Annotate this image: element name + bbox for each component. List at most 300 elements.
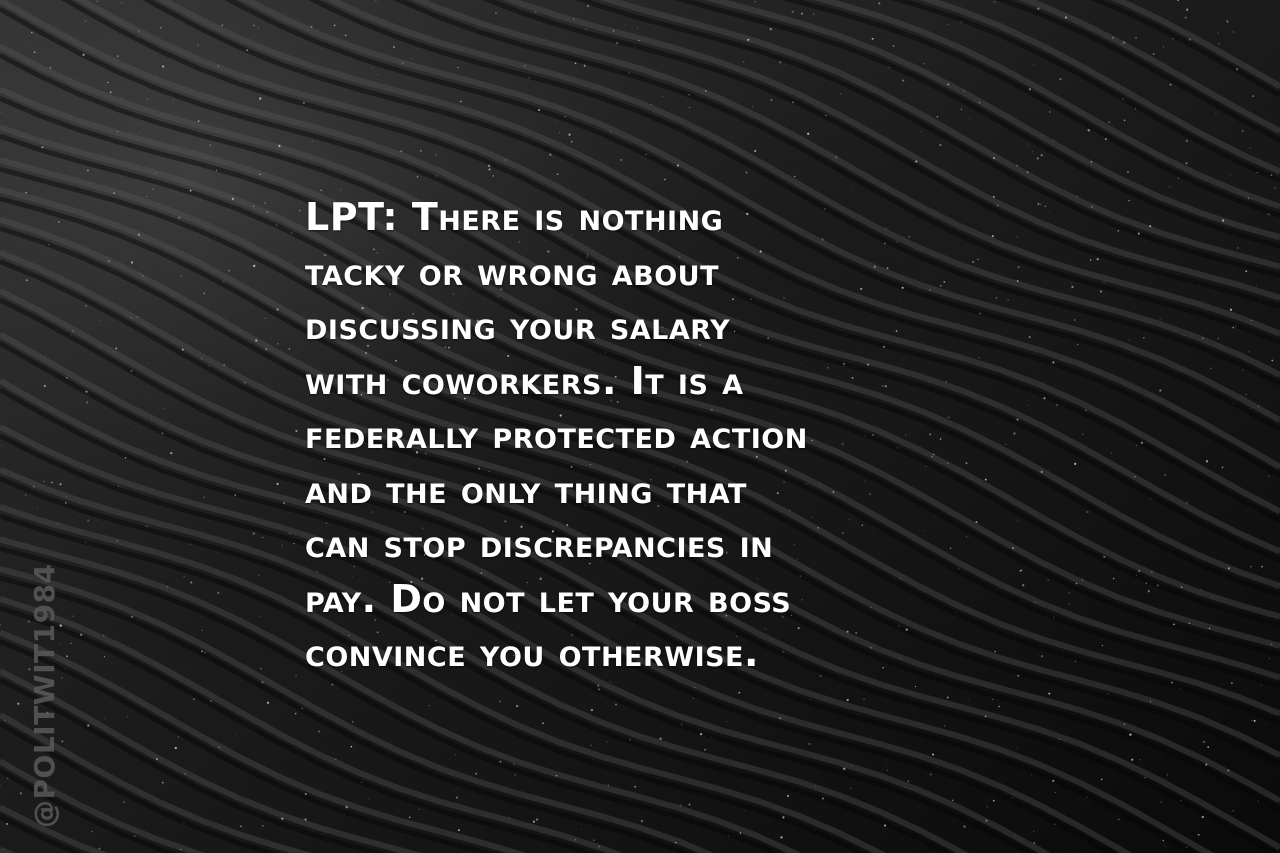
sand-grain: [598, 688, 600, 690]
sand-grain: [1167, 774, 1168, 775]
sand-grain: [1260, 299, 1261, 300]
sand-grain: [246, 49, 248, 51]
sand-grain: [229, 186, 230, 187]
sand-grain: [318, 730, 320, 732]
sand-grain: [162, 432, 164, 434]
sand-grain: [1248, 351, 1250, 353]
sand-grain: [344, 814, 345, 815]
sand-grain: [299, 210, 300, 211]
sand-grain: [162, 782, 164, 784]
sand-grain: [808, 743, 810, 745]
sand-grain: [1254, 720, 1256, 722]
sand-grain: [1274, 187, 1276, 189]
sand-grain: [242, 485, 243, 486]
sand-grain: [1082, 433, 1084, 435]
sand-grain: [961, 22, 962, 23]
sand-grain: [180, 275, 181, 276]
sand-grain: [1218, 43, 1220, 45]
sand-grain: [290, 232, 292, 234]
sand-grain: [522, 147, 523, 148]
sand-grain: [1108, 121, 1110, 123]
sand-grain: [184, 773, 185, 774]
sand-grain: [1257, 172, 1258, 173]
sand-grain: [937, 116, 938, 117]
sand-grain: [92, 831, 93, 832]
sand-grain: [915, 686, 916, 687]
sand-grain: [1102, 645, 1103, 646]
sand-grain: [1034, 373, 1035, 374]
sand-grain: [258, 27, 259, 28]
sand-grain: [1268, 476, 1270, 478]
sand-grain: [679, 804, 681, 806]
sand-grain: [34, 51, 36, 53]
sand-grain: [1091, 458, 1092, 459]
sand-grain: [265, 318, 266, 319]
sand-grain: [536, 818, 538, 820]
sand-grain: [1131, 759, 1133, 761]
sand-grain: [1189, 623, 1191, 625]
sand-grain: [1202, 816, 1204, 818]
sand-grain: [1124, 724, 1125, 725]
sand-grain: [146, 196, 147, 197]
sand-grain: [409, 817, 411, 819]
sand-grain: [1209, 628, 1211, 630]
sand-grain: [78, 515, 79, 516]
sand-grain: [475, 773, 477, 775]
sand-grain: [1049, 211, 1050, 212]
sand-grain: [1097, 258, 1099, 260]
sand-grain: [276, 224, 277, 225]
sand-grain: [25, 192, 26, 193]
sand-grain: [352, 721, 354, 723]
sand-grain: [131, 616, 133, 618]
sand-grain: [1249, 147, 1250, 148]
sand-grain: [1138, 570, 1140, 572]
sand-grain: [533, 821, 535, 823]
sand-grain: [151, 417, 152, 418]
sand-grain: [591, 709, 593, 711]
sand-grain: [1105, 138, 1107, 140]
sand-grain: [1017, 419, 1019, 421]
sand-grain: [1251, 320, 1253, 322]
sand-grain: [289, 533, 290, 534]
sand-grain: [71, 335, 72, 336]
sand-grain: [210, 700, 212, 702]
sand-grain: [66, 496, 67, 497]
sand-grain: [915, 160, 917, 162]
sand-grain: [1037, 157, 1039, 159]
sand-grain: [420, 150, 421, 151]
sand-grain: [744, 811, 745, 812]
sand-grain: [253, 206, 254, 207]
sand-grain: [575, 62, 577, 64]
sand-grain: [1143, 337, 1144, 338]
sand-grain: [704, 749, 706, 751]
sand-grain: [1037, 7, 1039, 9]
sand-grain: [86, 401, 88, 403]
sand-grain: [134, 427, 135, 428]
sand-grain: [1230, 309, 1232, 311]
sand-grain: [993, 1, 995, 3]
sand-grain: [201, 651, 203, 653]
sand-grain: [1041, 655, 1043, 657]
sand-grain: [779, 717, 781, 719]
sand-grain: [634, 47, 635, 48]
sand-grain: [1016, 165, 1018, 167]
sand-grain: [173, 99, 174, 100]
sand-grain: [178, 217, 180, 219]
quote-line: can stop discrepancies in: [305, 522, 774, 566]
sand-grain: [688, 94, 690, 96]
sand-grain: [1082, 579, 1084, 581]
sand-grain: [645, 154, 646, 155]
sand-grain: [125, 457, 126, 458]
sand-grain: [99, 848, 101, 850]
sand-grain: [1250, 566, 1251, 567]
sand-grain: [921, 131, 922, 132]
sand-grain: [1135, 108, 1136, 109]
sand-grain: [138, 30, 140, 32]
sand-grain: [289, 348, 290, 349]
sand-grain: [302, 708, 303, 709]
sand-grain: [137, 316, 138, 317]
sand-grain: [277, 343, 279, 345]
sand-grain: [1271, 174, 1273, 176]
sand-grain: [1111, 453, 1112, 454]
sand-grain: [1118, 819, 1120, 821]
sand-grain: [1212, 695, 1213, 696]
sand-grain: [160, 44, 161, 45]
sand-grain: [265, 348, 267, 350]
sand-grain: [815, 786, 816, 787]
sand-grain: [593, 840, 594, 841]
sand-grain: [947, 84, 949, 86]
sand-grain: [1218, 32, 1219, 33]
sand-grain: [184, 822, 185, 823]
sand-grain: [203, 496, 205, 498]
sand-grain: [138, 234, 140, 236]
sand-grain: [266, 211, 268, 213]
sand-grain: [1258, 800, 1260, 802]
sand-grain: [807, 133, 809, 135]
sand-grain: [1186, 140, 1188, 142]
quote-line: LPT: There is nothing: [305, 195, 724, 239]
sand-grain: [230, 554, 231, 555]
sand-grain: [1185, 162, 1187, 164]
sand-grain: [1220, 61, 1221, 62]
sand-grain: [65, 668, 66, 669]
sand-grain: [411, 58, 412, 59]
sand-grain: [1065, 311, 1066, 312]
sand-grain: [104, 656, 105, 657]
sand-grain: [597, 685, 599, 687]
sand-grain: [968, 700, 969, 701]
sand-grain: [1038, 203, 1040, 205]
sand-grain: [845, 87, 846, 88]
sand-grain: [1186, 9, 1188, 11]
sand-grain: [1191, 3, 1192, 4]
sand-grain: [610, 131, 611, 132]
sand-grain: [963, 825, 965, 827]
sand-grain: [145, 146, 146, 147]
sand-grain: [1165, 845, 1166, 846]
sand-grain: [123, 801, 125, 803]
sand-grain: [1059, 78, 1061, 80]
sand-grain: [148, 363, 149, 364]
sand-grain: [116, 540, 117, 541]
sand-grain: [334, 25, 336, 27]
sand-grain: [1127, 171, 1129, 173]
sand-grain: [1054, 140, 1055, 141]
sand-grain: [792, 102, 793, 103]
sand-grain: [1077, 344, 1078, 345]
sand-grain: [1231, 682, 1233, 684]
sand-grain: [372, 67, 373, 68]
sand-grain: [51, 482, 53, 484]
sand-grain: [20, 792, 22, 794]
sand-grain: [1029, 336, 1031, 338]
sand-grain: [283, 502, 285, 504]
sand-grain: [99, 320, 100, 321]
sand-grain: [18, 477, 19, 478]
sand-grain: [311, 26, 313, 28]
sand-grain: [107, 82, 108, 83]
sand-grain: [190, 544, 191, 545]
sand-grain: [1044, 380, 1045, 381]
sand-grain: [1245, 270, 1247, 272]
sand-grain: [933, 748, 934, 749]
sand-grain: [499, 761, 501, 763]
sand-grain: [377, 74, 378, 75]
sand-grain: [45, 356, 46, 357]
sand-grain: [17, 703, 19, 705]
sand-grain: [4, 720, 5, 721]
sand-grain: [1151, 571, 1153, 573]
sand-grain: [1203, 741, 1205, 743]
sand-grain: [1033, 831, 1034, 832]
sand-grain: [345, 34, 347, 36]
sand-grain: [121, 2, 122, 3]
sand-grain: [258, 575, 259, 576]
sand-grain: [1054, 824, 1055, 825]
sand-grain: [1052, 361, 1054, 363]
sand-grain: [836, 180, 837, 181]
sand-grain: [1144, 777, 1145, 778]
sand-grain: [7, 778, 8, 779]
sand-grain: [651, 104, 652, 105]
sand-grain: [1233, 404, 1234, 405]
sand-grain: [947, 697, 949, 699]
sand-grain: [58, 523, 59, 524]
sand-grain: [117, 55, 119, 57]
sand-grain: [14, 581, 15, 582]
sand-grain: [361, 782, 362, 783]
sand-grain: [888, 67, 890, 69]
sand-grain: [516, 705, 518, 707]
sand-grain: [1164, 474, 1166, 476]
sand-grain: [1202, 337, 1204, 339]
sand-grain: [178, 736, 179, 737]
quote-line: federally protected action: [305, 413, 808, 457]
sand-grain: [731, 137, 732, 138]
sand-grain: [1068, 603, 1070, 605]
sand-grain: [456, 796, 458, 798]
sand-grain: [335, 759, 336, 760]
sand-grain: [113, 351, 114, 352]
sand-grain: [738, 692, 740, 694]
sand-grain: [253, 25, 254, 26]
sand-grain: [813, 13, 815, 15]
sand-grain: [755, 1, 756, 2]
sand-grain: [235, 734, 236, 735]
sand-grain: [182, 349, 184, 351]
sand-grain: [1018, 266, 1020, 268]
sand-grain: [190, 190, 192, 192]
sand-grain: [1086, 511, 1088, 513]
sand-grain: [865, 171, 866, 172]
sand-grain: [998, 706, 1000, 708]
sand-grain: [711, 736, 712, 737]
sand-grain: [218, 66, 219, 67]
sand-grain: [204, 652, 206, 654]
sand-grain: [295, 430, 297, 432]
sand-grain: [887, 770, 888, 771]
sand-grain: [147, 99, 148, 100]
sand-grain: [1246, 394, 1247, 395]
sand-grain: [810, 699, 811, 700]
sand-grain: [1076, 583, 1078, 585]
sand-grain: [1242, 369, 1243, 370]
sand-grain: [1268, 213, 1270, 215]
sand-grain: [85, 541, 86, 542]
sand-grain: [1103, 556, 1105, 558]
sand-grain: [1173, 301, 1174, 302]
sand-grain: [222, 24, 223, 25]
sand-grain: [1248, 197, 1250, 199]
sand-grain: [131, 261, 133, 263]
sand-grain: [1175, 86, 1176, 87]
sand-grain: [1059, 739, 1060, 740]
sand-grain: [728, 835, 729, 836]
sand-grain: [926, 766, 927, 767]
sand-grain: [571, 141, 573, 143]
sand-grain: [780, 836, 782, 838]
sand-grain: [1207, 746, 1209, 748]
sand-grain: [1169, 186, 1170, 187]
sand-grain: [1017, 748, 1018, 749]
sand-grain: [878, 2, 880, 4]
sand-grain: [488, 165, 490, 167]
sand-grain: [1017, 675, 1019, 677]
sand-grain: [1265, 724, 1266, 725]
sand-grain: [581, 829, 582, 830]
sand-grain: [400, 150, 402, 152]
sand-grain: [1088, 129, 1090, 131]
sand-grain: [1071, 286, 1073, 288]
sand-grain: [886, 788, 887, 789]
sand-grain: [1091, 206, 1093, 208]
sand-grain: [42, 146, 44, 148]
sand-grain: [524, 65, 525, 66]
sand-grain: [1256, 285, 1257, 286]
sand-grain: [624, 25, 625, 26]
sand-grain: [620, 159, 621, 160]
sand-grain: [1012, 547, 1014, 549]
sand-grain: [1250, 408, 1251, 409]
sand-grain: [1140, 759, 1141, 760]
sand-grain: [217, 592, 219, 594]
sand-grain: [591, 745, 592, 746]
sand-grain: [417, 176, 419, 178]
sand-grain: [104, 718, 105, 719]
sand-grain: [1031, 774, 1032, 775]
sand-grain: [1261, 685, 1262, 686]
sand-grain: [1028, 405, 1029, 406]
sand-grain: [489, 168, 491, 170]
sand-grain: [1117, 230, 1119, 232]
sand-grain: [886, 765, 887, 766]
sand-grain: [1041, 154, 1043, 156]
sand-grain: [634, 786, 636, 788]
sand-grain: [156, 76, 157, 77]
sand-grain: [60, 483, 62, 485]
sand-grain: [295, 674, 297, 676]
sand-grain: [346, 806, 348, 808]
sand-grain: [689, 107, 691, 109]
sand-grain: [1052, 780, 1054, 782]
sand-grain: [787, 795, 789, 797]
sand-grain: [262, 681, 264, 683]
sand-grain: [993, 745, 994, 746]
sand-grain: [8, 142, 9, 143]
sand-grain: [262, 825, 264, 827]
sand-grain: [50, 67, 52, 69]
sand-grain: [1207, 310, 1208, 311]
sand-grain: [1047, 579, 1048, 580]
sand-grain: [1012, 797, 1013, 798]
sand-grain: [237, 452, 238, 453]
sand-grain: [964, 90, 965, 91]
sand-grain: [1237, 247, 1239, 249]
sand-grain: [1222, 219, 1224, 221]
sand-grain: [843, 768, 845, 770]
sand-grain: [893, 45, 895, 47]
sand-grain: [435, 154, 436, 155]
sand-grain: [794, 176, 796, 178]
sand-grain: [677, 164, 679, 166]
sand-grain: [1056, 404, 1058, 406]
sand-grain: [884, 824, 886, 826]
sand-grain: [70, 38, 71, 39]
sand-grain: [598, 846, 600, 848]
sand-grain: [1022, 584, 1024, 586]
sand-grain: [165, 576, 166, 577]
sand-grain: [939, 144, 941, 146]
sand-grain: [1236, 68, 1238, 70]
sand-grain: [195, 363, 196, 364]
sand-grain: [1150, 701, 1151, 702]
sand-grain: [1172, 38, 1173, 39]
sand-grain: [1206, 460, 1208, 462]
sand-grain: [801, 13, 803, 15]
sand-grain: [150, 526, 151, 527]
sand-grain: [993, 157, 995, 159]
sand-grain: [1149, 225, 1151, 227]
sand-grain: [72, 615, 73, 616]
sand-grain: [1071, 283, 1072, 284]
sand-grain: [1017, 236, 1018, 237]
sand-grain: [312, 141, 313, 142]
